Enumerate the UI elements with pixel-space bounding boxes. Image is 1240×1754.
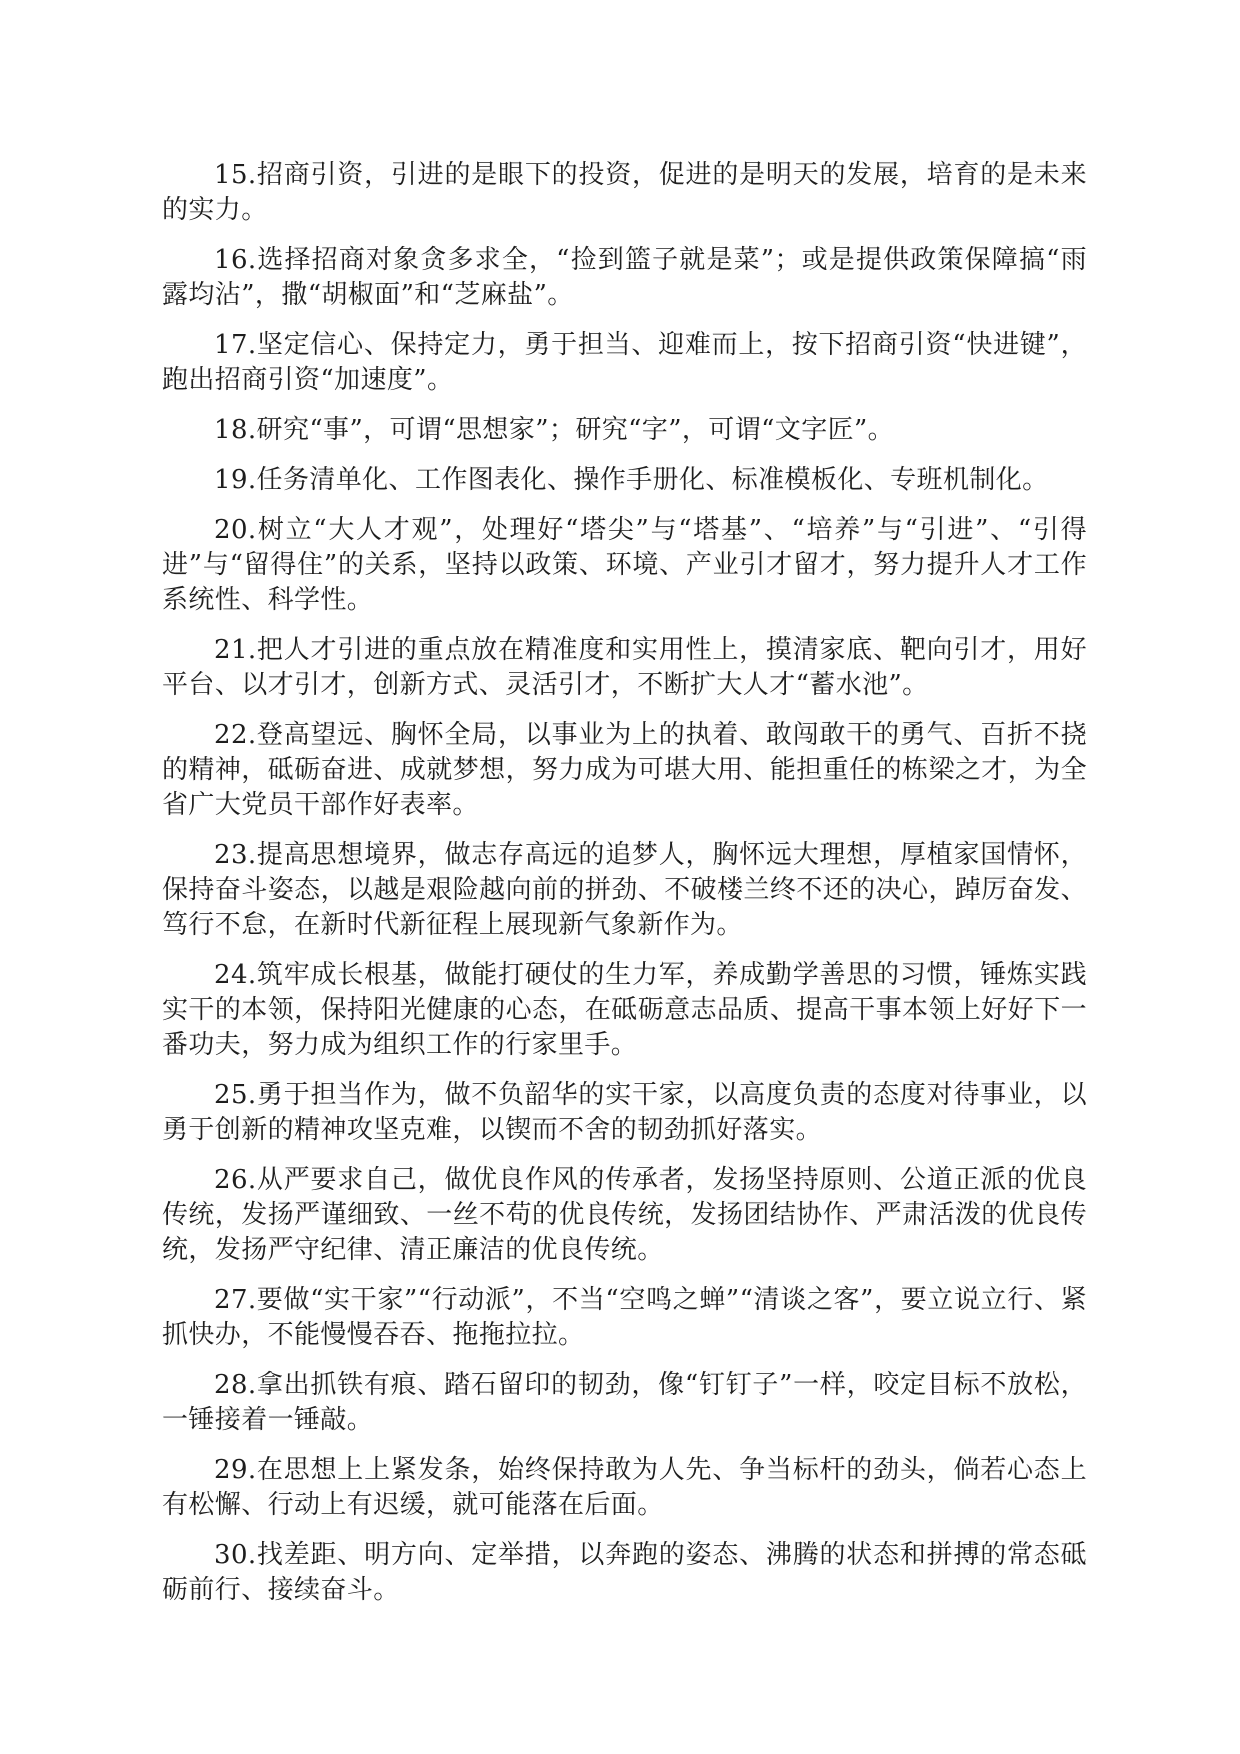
list-item: 26.从严要求自己，做优良作风的传承者，发扬坚持原则、公道正派的优良传统，发扬严谨细致、一丝不苟的优良传统，发扬团结协作、严肃活泼的优良传统，发扬严守纪律、清正廉洁的优良传统。 bbox=[162, 1165, 1087, 1265]
list-item: 29.在思想上上紧发条，始终保持敢为人先、争当标杆的劲头，倘若心态上有松懈、行动上有迟缓，就可能落在后面。 bbox=[162, 1455, 1087, 1520]
list-item: 27.要做“实干家”“行动派”，不当“空鸣之蝉”“清谈之客”，要立说立行、紧抓快办，不能慢慢吞吞、拖拖拉拉。 bbox=[162, 1285, 1087, 1350]
list-item: 21.把人才引进的重点放在精准度和实用性上，摸清家底、靶向引才，用好平台、以才引才，创新方式、灵活引才，不断扩大人才“蓄水池”。 bbox=[162, 635, 1087, 700]
document-body bbox=[162, 158, 1087, 1623]
list-item: 24.筑牢成长根基，做能打硬仗的生力军，养成勤学善思的习惯，锤炼实践实干的本领，保持阳光健康的心态，在砥砺意志品质、提高干事本领上好好下一番功夫，努力成为组织工作的行家里手。 bbox=[162, 960, 1087, 1060]
list-item: 16.选择招商对象贪多求全，“捡到篮子就是菜”；或是提供政策保障搞“雨露均沾”，撒“胡椒面”和“芝麻盐”。 bbox=[162, 245, 1087, 310]
list-item: 30.找差距、明方向、定举措，以奔跑的姿态、沸腾的状态和拼搏的常态砥砺前行、接续奋斗。 bbox=[162, 1540, 1087, 1605]
list-item: 20.树立“大人才观”，处理好“塔尖”与“塔基”、“培养”与“引进”、“引得进”与“留得住”的关系，坚持以政策、环境、产业引才留才，努力提升人才工作系统性、科学性。 bbox=[162, 515, 1087, 615]
list-item: 17.坚定信心、保持定力，勇于担当、迎难而上，按下招商引资“快进键”，跑出招商引资“加速度”。 bbox=[162, 330, 1087, 395]
list-item: 28.拿出抓铁有痕、踏石留印的韧劲，像“钉钉子”一样，咬定目标不放松，一锤接着一锤敲。 bbox=[162, 1370, 1087, 1435]
list-item: 23.提高思想境界，做志存高远的追梦人，胸怀远大理想，厚植家国情怀，保持奋斗姿态，以越是艰险越向前的拼劲、不破楼兰终不还的决心，踔厉奋发、笃行不怠，在新时代新征程上展现新气象新作为。 bbox=[162, 840, 1087, 940]
list-item: 22.登高望远、胸怀全局，以事业为上的执着、敢闯敢干的勇气、百折不挠的精神，砥砺奋进、成就梦想，努力成为可堪大用、能担重任的栋梁之才，为全省广大党员干部作好表率。 bbox=[162, 720, 1087, 820]
list-item: 15.招商引资，引进的是眼下的投资，促进的是明天的发展，培育的是未来的实力。 bbox=[162, 160, 1087, 225]
list-item: 19.任务清单化、工作图表化、操作手册化、标准模板化、专班机制化。 bbox=[214, 465, 1049, 495]
list-item: 18.研究“事”，可谓“思想家”；研究“字”，可谓“文字匠”。 bbox=[214, 415, 895, 445]
list-item: 25.勇于担当作为，做不负韶华的实干家，以高度负责的态度对待事业，以勇于创新的精神攻坚克难，以锲而不舍的韧劲抓好落实。 bbox=[162, 1080, 1087, 1145]
